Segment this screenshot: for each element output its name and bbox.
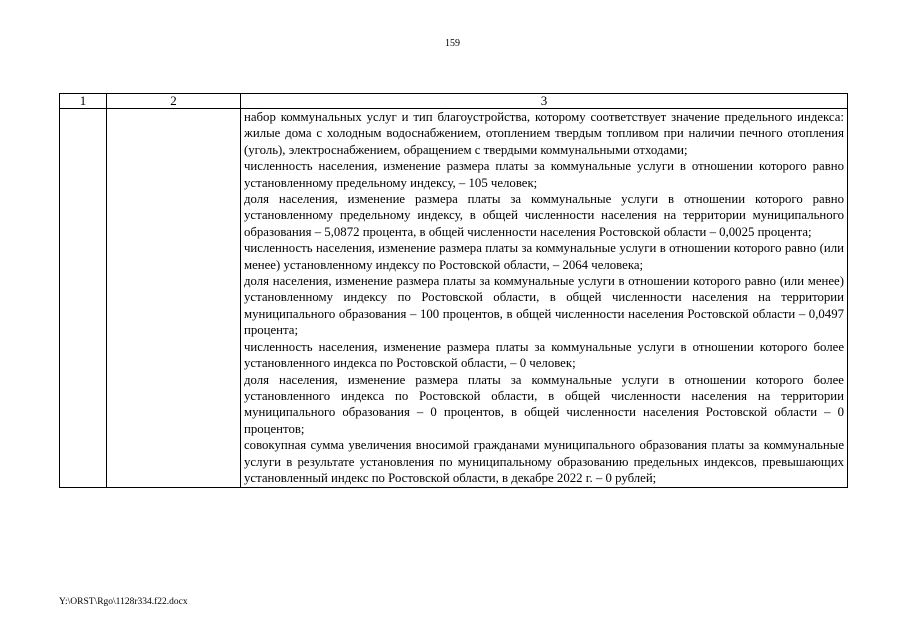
- paragraph-population-equal-or-less: численность населения, изменение размера платы за коммунальные услуги в отношении которого равно (или менее) установленному индексу по Ростовской области, – 2064 человека;: [244, 241, 844, 272]
- cell-column-2: [107, 109, 241, 488]
- paragraph-utilities-set: набор коммунальных услуг и тип благоустройства, которому соответствует значение предельного индекса: жилые дома с холодным водоснабжением, отоплением твердым топливом при наличии печного отопления (уголь), электроснабжением, обращением с твердыми коммунальными отходами;: [244, 110, 844, 157]
- document-table: [59, 93, 848, 488]
- page-number: 159: [445, 38, 460, 49]
- paragraph-share-equal-or-less: доля населения, изменение размера платы за коммунальные услуги в отношении которого равно (или менее) установленному индексу по Ростовской области, в общей численности населения на территории муниципального образования – 100 процентов, в общей численности населения Ростовской области – 0,0497 процента;: [244, 274, 844, 338]
- cell-column-3: [241, 109, 848, 488]
- column-header-3: 3: [241, 94, 848, 109]
- table-row: [60, 109, 848, 488]
- footer-file-path: Y:\ORST\Rgo\1128r334.f22.docx: [59, 597, 188, 607]
- paragraph-share-more: доля населения, изменение размера платы за коммунальные услуги в отношении которого более установленного индекса по Ростовской области, в общей численности населения на территории муниципального образования – 0 процентов, в общей численности населения Ростовской области – 0 процентов;: [244, 372, 844, 436]
- paragraph-population-equal: численность населения, изменение размера платы за коммунальные услуги в отношении которого равно установленному предельному индексу, – 105 человек;: [244, 159, 844, 190]
- cell-column-1: [60, 109, 107, 488]
- column-header-2: 2: [107, 94, 241, 109]
- table-header-row: [60, 94, 848, 109]
- paragraph-share-equal: доля населения, изменение размера платы за коммунальные услуги в отношении которого равно установленному предельному индексу, в общей численности населения на территории муниципального образования – 5,0872 процента, в общей численности населения Ростовской области – 0,0025 процента;: [244, 192, 844, 239]
- paragraph-total-sum: совокупная сумма увеличения вносимой гражданами муниципального образования платы за коммунальные услуги в результате установления по муниципальному образованию предельных индексов, превышающих установленный индекс по Ростовской области, в декабре 2022 г. – 0 рублей;: [244, 438, 844, 485]
- column-header-1: 1: [60, 94, 107, 109]
- paragraph-population-more: численность населения, изменение размера платы за коммунальные услуги в отношении которого более установленного индекса по Ростовской области, – 0 человек;: [244, 339, 844, 371]
